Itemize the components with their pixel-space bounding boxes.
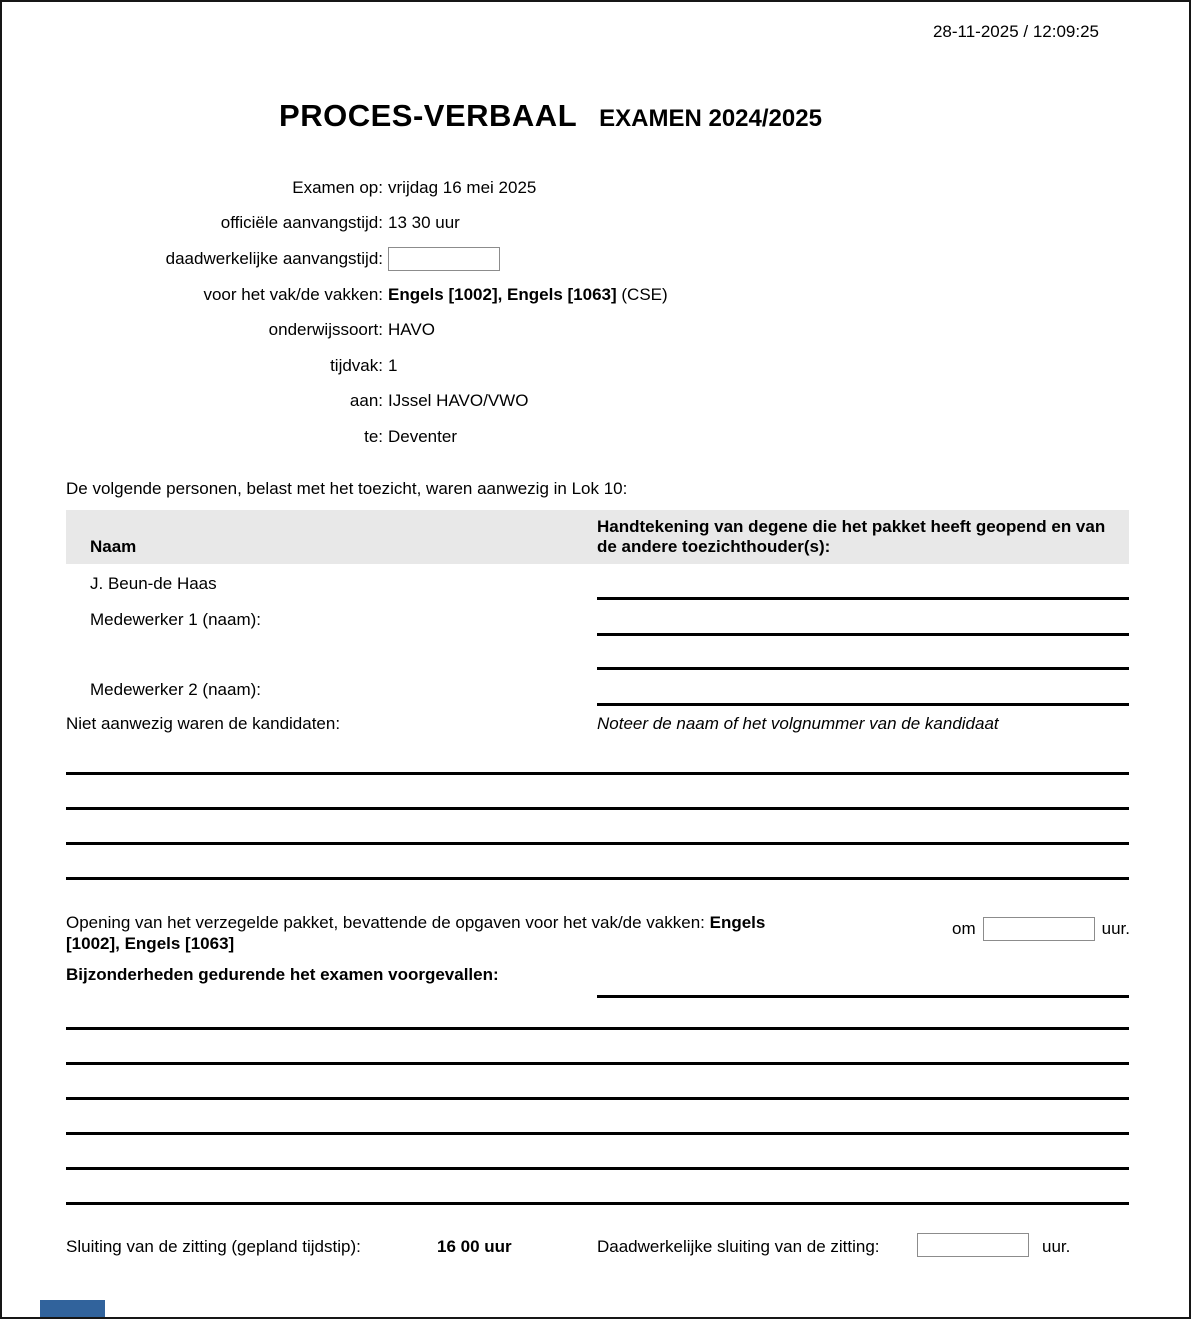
field-te xyxy=(66,419,1129,455)
field-value: IJssel HAVO/VWO xyxy=(388,391,529,411)
field-aan xyxy=(66,384,1129,420)
field-label: onderwijssoort: xyxy=(268,320,383,340)
field-label: tijdvak: xyxy=(330,355,383,375)
incidents-section xyxy=(66,965,1129,985)
field-value: vrijdag 16 mei 2025 xyxy=(388,177,537,197)
field-onderwijssoort xyxy=(66,312,1129,348)
blank-writing-line xyxy=(66,1062,1129,1065)
print-timestamp: 28-11-2025 / 12:09:25 xyxy=(932,22,1099,41)
closing-actual-label: Daadwerkelijke sluiting van de zitting: xyxy=(597,1237,880,1256)
table-row xyxy=(66,636,1129,670)
absent-candidates-writing-lines xyxy=(66,772,1129,912)
daadwerkelijke-aanvangstijd-input[interactable] xyxy=(388,247,500,271)
absent-candidates-row xyxy=(66,714,1129,734)
blank-writing-line xyxy=(66,1202,1129,1205)
field-value: 13 30 uur xyxy=(388,213,460,233)
field-value: Deventer xyxy=(388,426,457,446)
incidents-label: Bijzonderheden gedurende het examen voorgevallen: xyxy=(66,965,499,984)
absent-candidates-label: Niet aanwezig waren de kandidaten: xyxy=(66,714,341,733)
field-label: Examen op: xyxy=(292,177,383,197)
supervisor-name: Medewerker 2 (naam): xyxy=(90,680,262,699)
field-value: HAVO xyxy=(388,320,435,340)
blank-writing-line xyxy=(66,877,1129,880)
opening-time-group xyxy=(952,917,1130,941)
supervision-intro: De volgende personen, belast met het toezicht, waren aanwezig in Lok 10: xyxy=(66,479,628,498)
field-label: daadwerkelijke aanvangstijd: xyxy=(165,248,383,268)
uur-label: uur. xyxy=(1042,1237,1071,1256)
supervision-table xyxy=(66,510,1129,706)
table-row xyxy=(66,670,1129,706)
field-label: voor het vak/de vakken: xyxy=(203,284,383,304)
opening-time-input[interactable] xyxy=(983,917,1095,941)
field-label: te: xyxy=(364,426,383,446)
field-daadwerkelijke-aanvangstijd xyxy=(66,241,1129,277)
blank-writing-line xyxy=(66,1027,1129,1030)
incidents-writing-lines xyxy=(66,1027,1129,1237)
closing-planned-time: 16 00 uur xyxy=(437,1237,512,1256)
closing-label: Sluiting van de zitting (gepland tijdstip): xyxy=(66,1237,361,1256)
closing-time-input[interactable] xyxy=(917,1233,1029,1257)
table-row xyxy=(66,600,1129,636)
opening-text: Opening van het verzegelde pakket, bevattende de opgaven voor het vak/de vakken: xyxy=(66,913,710,932)
field-label: officiële aanvangstijd: xyxy=(220,213,383,233)
field-vakken xyxy=(66,277,1129,313)
opening-subjects: Engels [1002], Engels [1063] xyxy=(66,913,766,953)
uur-label: uur. xyxy=(1101,919,1130,938)
incidents-first-writing-line xyxy=(597,995,1129,998)
blank-writing-line xyxy=(66,772,1129,775)
field-tijdvak xyxy=(66,348,1129,384)
blank-writing-line xyxy=(66,842,1129,845)
blank-writing-line xyxy=(66,1097,1129,1100)
field-label: aan: xyxy=(349,391,383,411)
field-officiele-aanvangstijd xyxy=(66,206,1129,242)
field-value-subjects: Engels [1002], Engels [1063] xyxy=(388,284,617,304)
field-value-suffix: (CSE) xyxy=(616,284,668,304)
field-examen-op xyxy=(66,170,1129,206)
signature-line xyxy=(597,670,1129,706)
bottom-blue-marker xyxy=(40,1300,105,1319)
om-label: om xyxy=(952,919,976,938)
column-header-naam: Naam xyxy=(90,537,137,556)
blank-writing-line xyxy=(66,807,1129,810)
supervisor-name xyxy=(66,636,597,670)
opening-section xyxy=(66,912,1129,954)
exam-info-fields xyxy=(66,170,1129,455)
closing-section xyxy=(66,1237,1129,1267)
supervisor-name: Medewerker 1 (naam): xyxy=(90,610,262,629)
signature-line xyxy=(597,564,1129,600)
blank-writing-line xyxy=(66,1167,1129,1170)
page-title xyxy=(2,98,1189,134)
blank-writing-line xyxy=(66,1132,1129,1135)
table-row xyxy=(66,564,1129,600)
absent-candidates-note: Noteer de naam of het volgnummer van de kandidaat xyxy=(597,714,999,733)
title-main: PROCES-VERBAAL xyxy=(279,98,578,133)
supervision-table-header xyxy=(66,510,1129,564)
field-value: 1 xyxy=(388,355,398,375)
supervisor-name: J. Beun-de Haas xyxy=(90,574,217,593)
title-sub: EXAMEN 2024/2025 xyxy=(599,105,822,132)
signature-line xyxy=(597,600,1129,636)
signature-line xyxy=(597,636,1129,670)
column-header-handtekening: Handtekening van degene die het pakket heeft geopend en van de andere toezichthouder(s): xyxy=(597,517,1106,556)
